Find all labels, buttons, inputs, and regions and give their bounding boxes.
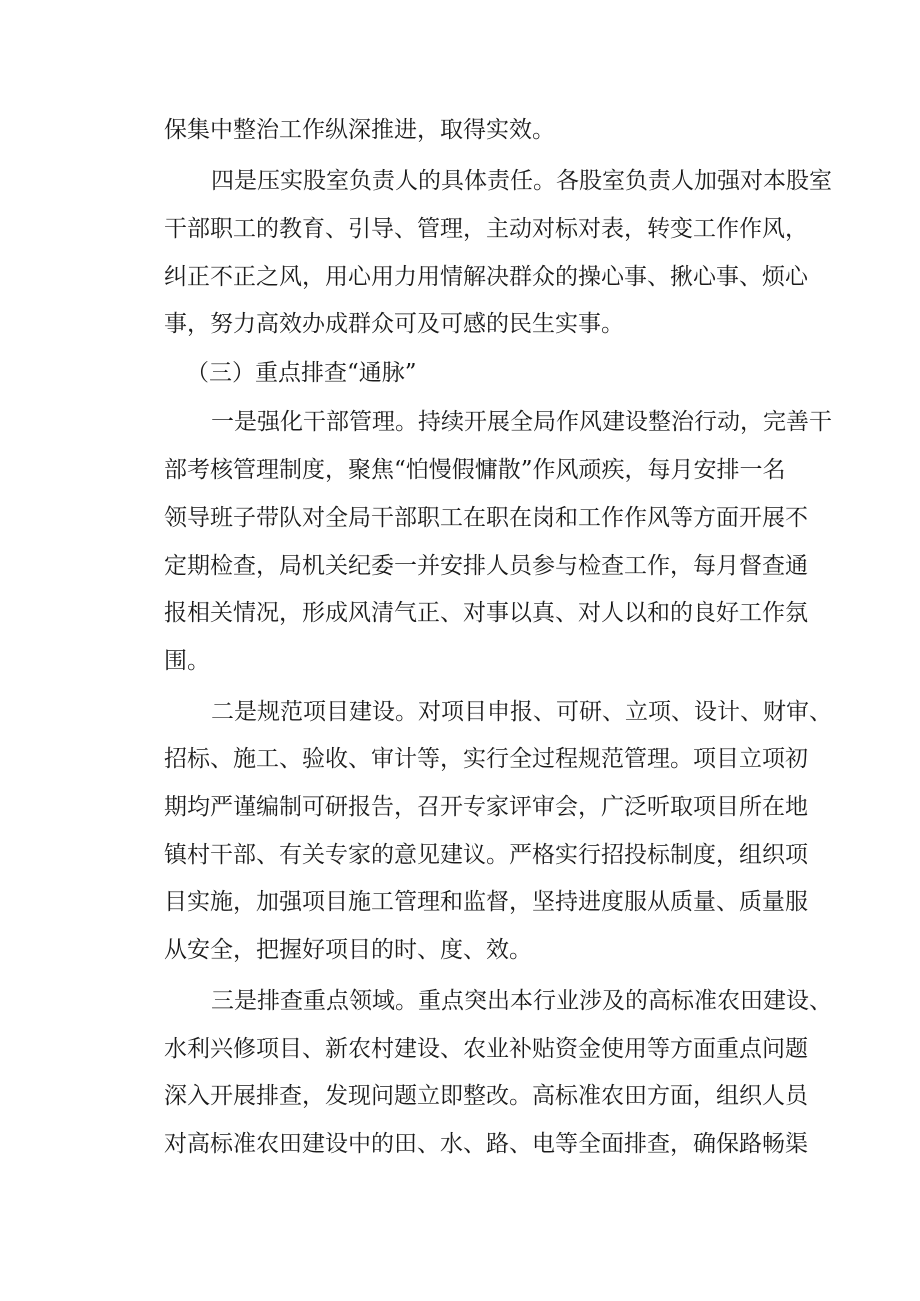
paragraph-line: 定期检查，局机关纪委一并安排人员参与检查工作，每月督查通 xyxy=(164,553,808,579)
paragraph-line: 镇村干部、有关专家的意见建议。严格实行招投标制度，组织项 xyxy=(164,842,808,868)
paragraph-line: 水利兴修项目、新农村建设、农业补贴资金使用等方面重点问题 xyxy=(164,1036,808,1062)
paragraph-line: 一是强化干部管理。持续开展全局作风建设整治行动，完善干 xyxy=(211,409,832,435)
paragraph-line: 期均严谨编制可研报告，召开专家评审会，广泛听取项目所在地 xyxy=(164,794,808,820)
paragraph-line: 事，努力高效办成群众可及可感的民生实事。 xyxy=(164,311,624,337)
paragraph-line: 招标、施工、验收、审计等，实行全过程规范管理。项目立项初 xyxy=(164,746,808,772)
paragraph-line: 纠正不正之风，用心用力用情解决群众的操心事、揪心事、烦心 xyxy=(164,264,808,290)
paragraph-line: 目实施，加强项目施工管理和监督，坚持进度服从质量、质量服 xyxy=(164,889,808,915)
paragraph-line: 干部职工的教育、引导、管理，主动对标对表，转变工作作风， xyxy=(164,216,808,242)
paragraph-line: 深入开展排查，发现问题立即整改。高标准农田方面，组织人员 xyxy=(164,1083,808,1109)
paragraph-line: 二是规范项目建设。对项目申报、可研、立项、设计、财审、 xyxy=(211,699,832,725)
paragraph-line: 四是压实股室负责人的具体责任。各股室负责人加强对本股室 xyxy=(211,168,832,194)
paragraph-line: 围。 xyxy=(164,648,210,674)
paragraph-line: 三是排查重点领域。重点突出本行业涉及的高标准农田建设、 xyxy=(211,988,832,1014)
paragraph-line: 保集中整治工作纵深推进，取得实效。 xyxy=(164,117,555,143)
paragraph-line: 对高标准农田建设中的田、水、路、电等全面排查，确保路畅渠 xyxy=(164,1131,808,1157)
paragraph-line: 从安全，把握好项目的时、度、效。 xyxy=(164,937,532,963)
section-heading: （三）重点排查“通脉” xyxy=(186,360,417,386)
paragraph-line: 报相关情况，形成风清气正、对事以真、对人以和的良好工作氛 xyxy=(164,600,808,626)
paragraph-line: 领导班子带队对全局干部职工在职在岗和工作作风等方面开展不 xyxy=(164,505,808,531)
paragraph-line: 部考核管理制度，聚焦“怕慢假慵散”作风顽疾，每月安排一名 xyxy=(164,457,786,483)
